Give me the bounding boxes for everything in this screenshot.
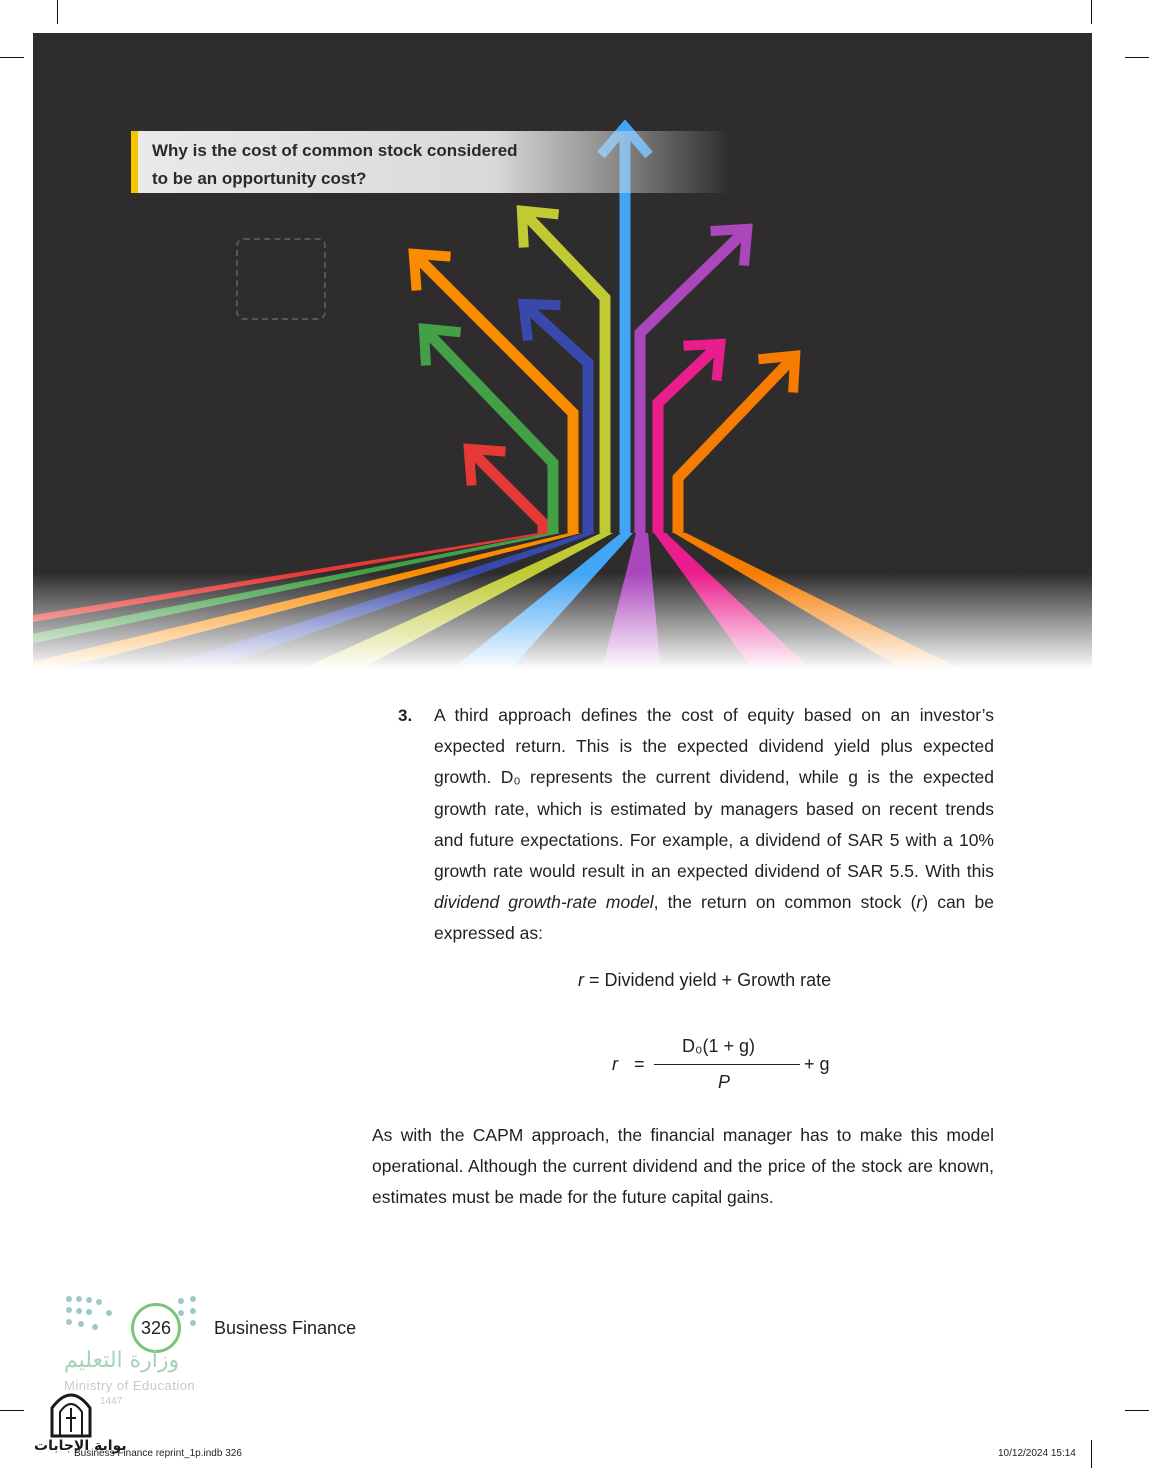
arrow-shaft (678, 360, 791, 533)
hero-arrows-image (33, 33, 1092, 670)
crop-mark (0, 1410, 24, 1411)
ministry-english-logo: Ministry of Education (64, 1378, 196, 1393)
item-paragraph (434, 700, 994, 950)
scan-smudge (236, 238, 326, 320)
item-text-after: , the return on common stock ( (653, 892, 917, 913)
page-number-badge: 326 (131, 1303, 181, 1353)
fraction-bar (654, 1064, 800, 1065)
question-line-1: Why is the cost of common stock considered (152, 141, 518, 160)
numbered-item (372, 700, 994, 950)
main-content (372, 700, 994, 1208)
crop-mark (57, 0, 58, 24)
formula2-denominator: P (718, 1072, 731, 1092)
formula-growth-model (610, 1032, 850, 1102)
question-line-2: to be an opportunity cost? (152, 169, 367, 188)
formula2-plus-g: + g (804, 1054, 830, 1074)
formula2-numerator: D₀(1 + g) (682, 1036, 755, 1056)
crop-mark (1091, 1440, 1092, 1468)
formula2-r: r (612, 1054, 618, 1074)
formula-dividend-yield (578, 970, 831, 991)
crop-mark (1091, 0, 1092, 24)
formula1-rhs: = Dividend yield + Growth rate (584, 970, 832, 990)
print-slug-file: Business Finance reprint_1p.indb 326 (74, 1448, 242, 1459)
crop-mark (0, 57, 24, 58)
italic-term: dividend growth-rate model (434, 892, 654, 913)
item-text-end: ) can be expressed as: (434, 892, 994, 944)
book-title: Business Finance (214, 1318, 357, 1338)
formula1-r: r (578, 970, 584, 990)
item-text: A third approach defines the cost of equity based on an investor’s expected return. This is the expected dividend yield plus expected growth. D₀ represents the current dividend, while g is the expected growth rate, which is estimated by managers based on recent trends and future expectations. For example, a dividend of SAR 5 with a 10% growth rate would result in an expected dividend of SAR 5.5. With this (434, 705, 994, 882)
ministry-arabic-logo: وزارة التعليم (64, 1348, 180, 1373)
arrow-shaft (428, 333, 553, 533)
ministry-year: 1447 (100, 1396, 123, 1407)
arrow-shaft (473, 453, 543, 533)
watermark-text: بوابة الإجابات (34, 1438, 127, 1454)
formula2-equals: = (634, 1054, 645, 1074)
question-callout (131, 131, 731, 193)
crop-mark (1125, 1410, 1149, 1411)
print-slug-date: 10/12/2024 15:14 (998, 1448, 1076, 1459)
crop-mark (1125, 57, 1149, 58)
r-symbol: r (916, 892, 923, 913)
watermark-emblem-icon (48, 1388, 94, 1438)
arrows-illustration (33, 33, 1092, 670)
closing-paragraph: As with the CAPM approach, the financial manager has to make this model operational. Although the current dividend and the price of the stock are known, estimates must be made for the future capital gains. (372, 1125, 994, 1208)
item-number: 3. (398, 706, 413, 725)
